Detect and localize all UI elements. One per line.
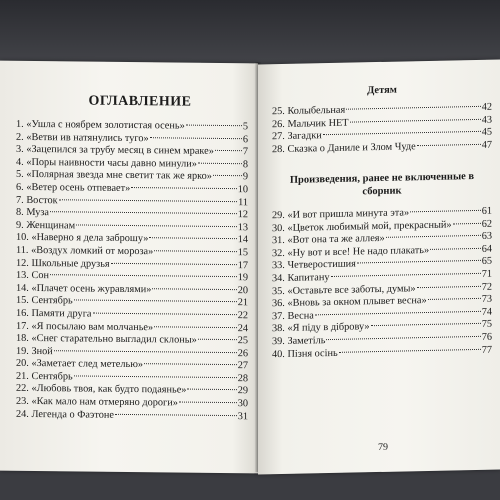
toc-entry-number: 20. <box>16 358 29 370</box>
toc-entry-page: 29 <box>237 385 248 397</box>
toc-entry-page: 24 <box>237 322 248 334</box>
toc-entry-number: 16. <box>16 307 29 319</box>
toc-entry <box>16 257 248 272</box>
toc-entry-number: 3. <box>16 144 24 156</box>
toc-entry-title: «Полярная звезда мне светит так же ярко» <box>26 169 212 183</box>
toc-entry-page: 62 <box>481 218 492 230</box>
dot-leader <box>428 298 481 300</box>
toc-entry-page: 11 <box>238 196 248 208</box>
dot-leader <box>213 175 242 176</box>
dot-leader <box>215 150 242 151</box>
dot-leader <box>149 238 236 240</box>
toc-entry-number: 22. <box>16 383 29 395</box>
dot-leader <box>115 414 237 416</box>
toc-entry-page: 63 <box>481 230 492 243</box>
toc-entry-title: «Ветер осень отпевает» <box>26 181 131 194</box>
toc-list-extra <box>272 206 492 362</box>
toc-entry-title: Весна <box>287 310 314 322</box>
dot-leader <box>54 350 237 353</box>
dot-leader <box>357 260 481 264</box>
toc-entry-number: 31. <box>272 235 285 247</box>
toc-entry-number: 38. <box>272 323 285 335</box>
toc-entry-title: «Воздух ломкий от мороза» <box>31 244 154 258</box>
dot-leader <box>331 273 481 277</box>
toc-entry-title: «Я піду в діброву» <box>287 321 370 335</box>
toc-entry-number: 12. <box>16 257 29 269</box>
toc-entry-number: 30. <box>272 222 285 234</box>
toc-entry-title: «Зацепился за трубу месяц в синем мраке» <box>26 144 214 158</box>
dot-leader <box>371 323 481 326</box>
toc-entry-title: Восток <box>26 194 58 206</box>
toc-entry-page: 61 <box>481 205 492 217</box>
toc-entry-title: «Ушла с ноябрем золотистая осень» <box>26 118 185 132</box>
toc-entry-page: 22 <box>237 310 248 322</box>
dot-leader <box>93 313 237 316</box>
toc-entry-number: 10. <box>16 232 29 244</box>
dot-leader <box>50 274 237 277</box>
toc-entry-number: 6. <box>16 181 24 193</box>
left-page <box>0 61 258 474</box>
toc-entry-number: 36. <box>272 298 285 310</box>
toc-entry-number: 27. <box>272 131 285 143</box>
toc-entry-page: 75 <box>481 318 492 331</box>
toc-entry-page: 30 <box>237 398 248 410</box>
toc-entry-page: 77 <box>481 344 492 356</box>
toc-entry-page: 45 <box>481 126 492 139</box>
backdrop-bottom <box>0 470 500 500</box>
toc-entry-title: Сказка о Даниле и Злом Чуде <box>287 141 416 155</box>
toc-entry-page: 28 <box>237 373 248 385</box>
toc-entry-number: 29. <box>272 209 285 222</box>
dot-leader <box>417 144 481 146</box>
toc-entry-page: 19 <box>237 272 248 284</box>
dot-leader <box>74 300 237 303</box>
toc-entry-number: 17. <box>16 320 29 332</box>
toc-entry-page: 8 <box>242 158 248 171</box>
toc-entry-title: «Снег старательно выгладил склоны» <box>31 333 197 346</box>
toc-entry-page: 72 <box>481 281 492 293</box>
toc-entry-title: «Любовь твоя, как будто подаянье» <box>31 383 187 397</box>
toc-entry-title: «Ну вот и все! Не надо плакать» <box>287 244 430 259</box>
toc-entry-number: 34. <box>272 272 285 285</box>
toc-entry-title: «Заметает след метелью» <box>31 358 144 371</box>
toc-entry-title: Женщинам <box>26 219 76 232</box>
toc-entry-page: 47 <box>481 139 492 151</box>
toc-entry-page: 25 <box>237 335 248 347</box>
toc-entry-title: Муза <box>26 207 49 219</box>
backdrop-top <box>0 0 500 70</box>
toc-entry-number: 8. <box>16 206 24 219</box>
dot-leader <box>326 336 480 340</box>
dot-leader <box>59 199 237 202</box>
toc-entry-title: «Поры наивности часы давно минули» <box>26 156 197 170</box>
toc-entry-number: 24. <box>16 408 29 420</box>
toc-entry-title: Четверостишия <box>287 258 356 272</box>
toc-entry-number: 18. <box>16 332 29 345</box>
dot-leader <box>430 248 481 250</box>
toc-entry-title: «Вот она та же аллея» <box>287 233 385 247</box>
toc-entry <box>16 408 248 423</box>
dot-leader <box>453 222 481 224</box>
toc-entry-page: 12 <box>237 209 248 221</box>
toc-entry-title: «И вот пришла минута эта» <box>287 207 410 221</box>
toc-heading: ОГЛАВЛЕНИЕ <box>88 93 192 110</box>
toc-entry-number: 33. <box>272 260 285 272</box>
dot-leader <box>323 131 481 135</box>
toc-entry-page: 71 <box>481 268 492 280</box>
toc-entry-number: 40. <box>272 348 285 360</box>
toc-entry-page: 73 <box>481 293 492 306</box>
toc-entry-page: 6 <box>242 133 248 145</box>
dot-leader <box>150 137 242 139</box>
toc-entry-title: Загадки <box>287 130 322 143</box>
toc-entry-title: Капитану <box>287 272 330 284</box>
toc-entry-title: Мальчик НЕТ <box>287 117 349 130</box>
toc-entry-page: 76 <box>481 331 492 343</box>
toc-list-main <box>16 119 248 424</box>
toc-entry-title: «Наверно я дела заброшу» <box>31 232 149 245</box>
dot-leader <box>346 106 481 110</box>
toc-entry-page: 10 <box>237 184 248 196</box>
dot-leader <box>198 339 237 340</box>
dot-leader <box>350 118 481 122</box>
toc-entry-page: 9 <box>242 171 248 183</box>
toc-entry-page: 21 <box>237 297 248 309</box>
toc-entry-title: Школьные друзья <box>31 257 110 270</box>
dot-leader <box>74 375 237 378</box>
toc-entry-title: Колыбельная <box>287 104 346 117</box>
toc-entry-page: 20 <box>237 284 248 296</box>
toc-entry-number: 23. <box>16 395 29 408</box>
toc-entry <box>16 194 248 209</box>
toc-entry-page: 7 <box>242 146 248 158</box>
toc-entry-title: Сон <box>31 270 49 282</box>
toc-entry-number: 1. <box>16 118 24 130</box>
dot-leader <box>154 326 237 328</box>
page-number: 79 <box>378 441 388 454</box>
toc-entry-title: «Как мало нам отмеряно дороги» <box>31 396 178 409</box>
toc-entry-title: Легенда о Фаэтоне <box>31 408 114 421</box>
toc-entry-number: 5. <box>16 169 24 181</box>
toc-entry-title: Сентябрь <box>31 295 73 307</box>
dot-leader <box>144 363 237 365</box>
toc-entry-page: 15 <box>237 247 248 259</box>
toc-entry-page: 5 <box>242 121 248 133</box>
dot-leader <box>417 285 481 287</box>
toc-entry-number: 32. <box>272 247 285 260</box>
toc-entry-title: «Я посылаю вам молчанье» <box>31 320 154 333</box>
toc-entry-page: 42 <box>481 101 492 113</box>
dot-leader <box>187 389 236 391</box>
dot-leader <box>76 224 237 227</box>
toc-entry-number: 28. <box>272 143 285 156</box>
dot-leader <box>154 250 236 252</box>
toc-entry-number: 19. <box>16 345 29 357</box>
toc-entry-number: 39. <box>272 335 285 348</box>
toc-entry-number: 37. <box>272 310 285 322</box>
toc-entry-number: 2. <box>16 131 24 143</box>
toc-entry-number: 13. <box>16 269 29 282</box>
toc-entry-page: 14 <box>237 234 248 246</box>
dot-leader <box>179 402 237 404</box>
toc-entry-page: 64 <box>481 243 492 255</box>
toc-entry-title: Памяти друга <box>31 307 92 320</box>
toc-entry-page: 27 <box>237 360 248 372</box>
dot-leader <box>339 348 481 352</box>
toc-entry-number: 9. <box>16 219 24 231</box>
right-page <box>258 59 500 474</box>
toc-entry-number: 35. <box>272 285 285 297</box>
toc-entry-title: «Вновь за окном плывет весна» <box>287 295 427 310</box>
toc-entry-number: 14. <box>16 282 29 294</box>
toc-entry-title: Пізня осінь <box>287 347 338 360</box>
toc-entry-title: Заметіль <box>287 335 326 347</box>
dot-leader <box>386 235 481 238</box>
toc-entry-number: 7. <box>16 194 24 206</box>
dot-leader <box>410 210 481 212</box>
toc-entry-number: 25. <box>272 105 285 118</box>
toc-entry-title: Сентябрь <box>31 370 73 383</box>
dot-leader <box>131 187 236 189</box>
dot-leader <box>152 288 236 290</box>
toc-list-children <box>272 102 492 157</box>
section-heading-extra: Произведения, ранее не включенные в сборник <box>289 171 475 198</box>
toc-entry-page: 43 <box>481 114 492 126</box>
toc-entry-page: 74 <box>481 306 492 318</box>
dot-leader <box>50 211 237 214</box>
toc-entry-page: 26 <box>237 347 248 359</box>
toc-entry-page: 31 <box>237 410 248 422</box>
toc-entry-title: «Цветок любимый мой, прекрасный» <box>287 219 452 234</box>
toc-entry-title: «Плачет осень журавлями» <box>31 282 152 295</box>
toc-entry-number: 21. <box>16 370 29 382</box>
toc-entry-title: Зной <box>31 345 53 357</box>
toc-entry-page: 13 <box>237 221 248 233</box>
toc-entry-page: 65 <box>481 256 492 268</box>
toc-entry-number: 11. <box>16 244 29 256</box>
dot-leader <box>186 125 242 127</box>
toc-entry-title: «Ветви ив натянулись туго» <box>26 131 149 144</box>
toc-entry-number: 26. <box>272 118 285 130</box>
section-heading-children: Детям <box>367 84 397 97</box>
dot-leader <box>198 163 242 164</box>
toc-entry-page: 17 <box>237 259 248 271</box>
dot-leader <box>315 311 481 315</box>
toc-entry-number: 15. <box>16 295 29 307</box>
dot-leader <box>111 262 237 264</box>
toc-entry-number: 4. <box>16 156 24 168</box>
toc-entry-title: «Оставьте все заботы, думы» <box>287 282 416 297</box>
